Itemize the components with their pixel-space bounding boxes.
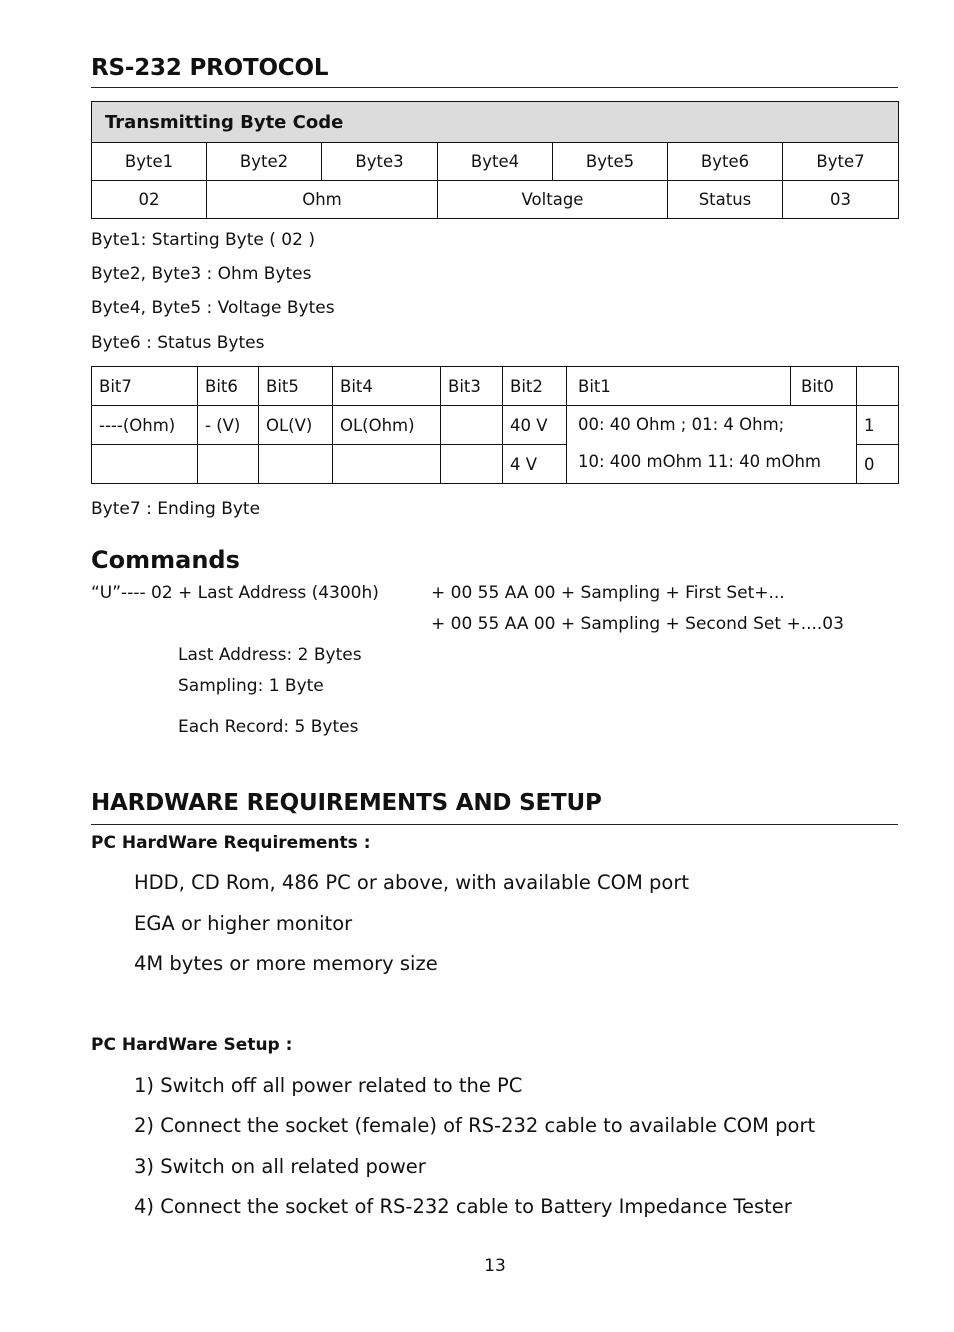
requirements-title: PC HardWare Requirements : [91, 833, 371, 853]
command-right-line: + 00 55 AA 00 + Sampling + First Set+... [431, 583, 785, 603]
bit-cell: OL(Ohm) [333, 406, 441, 445]
byte-note: Byte1: Starting Byte ( 02 ) [91, 230, 315, 250]
bit-cell [333, 445, 441, 484]
bit-header: Bit7 [92, 367, 198, 406]
setup-step: 3) Switch on all related power [134, 1155, 426, 1178]
command-left: “U”---- 02 + Last Address (4300h) [91, 583, 379, 603]
byte-note: Byte6 : Status Bytes [91, 333, 265, 353]
bit-header: Bit0 [791, 367, 857, 406]
requirement-item: EGA or higher monitor [134, 912, 353, 935]
voltage-bytes-cell: Voltage [438, 181, 668, 219]
byte-note: Byte2, Byte3 : Ohm Bytes [91, 264, 312, 284]
byte-table-header: Transmitting Byte Code [92, 102, 899, 143]
section-title-hardware: HARDWARE REQUIREMENTS AND SETUP [91, 790, 602, 816]
byte-note: Byte4, Byte5 : Voltage Bytes [91, 298, 335, 318]
byte-label: Byte2 [207, 143, 322, 181]
status-byte-cell: Status [668, 181, 783, 219]
bit-cell [198, 445, 259, 484]
status-bit-table [91, 366, 899, 484]
byte-code-table [91, 101, 899, 219]
byte-label: Byte7 [783, 143, 899, 181]
bit-cell: 1 [857, 406, 899, 445]
command-note: Sampling: 1 Byte [178, 676, 324, 696]
bit1-range-cell [567, 406, 857, 484]
byte-value-row [92, 181, 899, 219]
setup-title: PC HardWare Setup : [91, 1035, 293, 1055]
command-right-line: + 00 55 AA 00 + Sampling + Second Set +....03 [431, 614, 844, 634]
requirement-item: HDD, CD Rom, 486 PC or above, with available COM port [134, 871, 689, 894]
bit-row-1 [92, 406, 899, 445]
ohm-bytes-cell: Ohm [207, 181, 438, 219]
bit-header: Bit3 [441, 367, 503, 406]
bit-header: Bit5 [259, 367, 333, 406]
bit-cell: 40 V [503, 406, 567, 445]
requirement-item: 4M bytes or more memory size [134, 952, 438, 975]
byte-label: Byte6 [668, 143, 783, 181]
setup-step: 1) Switch off all power related to the PC [134, 1074, 523, 1097]
byte-label: Byte4 [438, 143, 553, 181]
bit-cell: - (V) [198, 406, 259, 445]
bit-header: Bit6 [198, 367, 259, 406]
bit-empty-cell [857, 367, 899, 406]
bit-cell [441, 406, 503, 445]
page-number: 13 [484, 1256, 506, 1276]
bit-cell: 0 [857, 445, 899, 484]
byte-label: Byte3 [322, 143, 438, 181]
command-note: Last Address: 2 Bytes [178, 645, 362, 665]
byte1-value: 02 [92, 181, 207, 219]
bit-cell: ----(Ohm) [92, 406, 198, 445]
commands-title: Commands [91, 546, 240, 574]
section-divider [91, 824, 898, 825]
setup-step: 4) Connect the socket of RS-232 cable to Battery Impedance Tester [134, 1195, 792, 1218]
bit-cell [259, 445, 333, 484]
byte-label: Byte5 [553, 143, 668, 181]
byte7-value: 03 [783, 181, 899, 219]
byte7-note: Byte7 : Ending Byte [91, 499, 261, 519]
bit-header-row [92, 367, 899, 406]
bit-cell [92, 445, 198, 484]
section-divider [91, 87, 898, 88]
bit-cell: OL(V) [259, 406, 333, 445]
bit-header: Bit2 [503, 367, 567, 406]
setup-step: 2) Connect the socket (female) of RS-232 cable to available COM port [134, 1114, 816, 1137]
bit-cell [441, 445, 503, 484]
section-title-rs232: RS-232 PROTOCOL [91, 55, 329, 81]
bit1-range-line: 00: 40 Ohm ; 01: 4 Ohm; [578, 415, 785, 434]
command-note: Each Record: 5 Bytes [178, 717, 359, 737]
bit-header: Bit1 [567, 367, 791, 406]
bit-cell: 4 V [503, 445, 567, 484]
bit1-range-line: 10: 400 mOhm 11: 40 mOhm [578, 452, 822, 471]
byte-label: Byte1 [92, 143, 207, 181]
byte-label-row [92, 143, 899, 181]
bit-header: Bit4 [333, 367, 441, 406]
